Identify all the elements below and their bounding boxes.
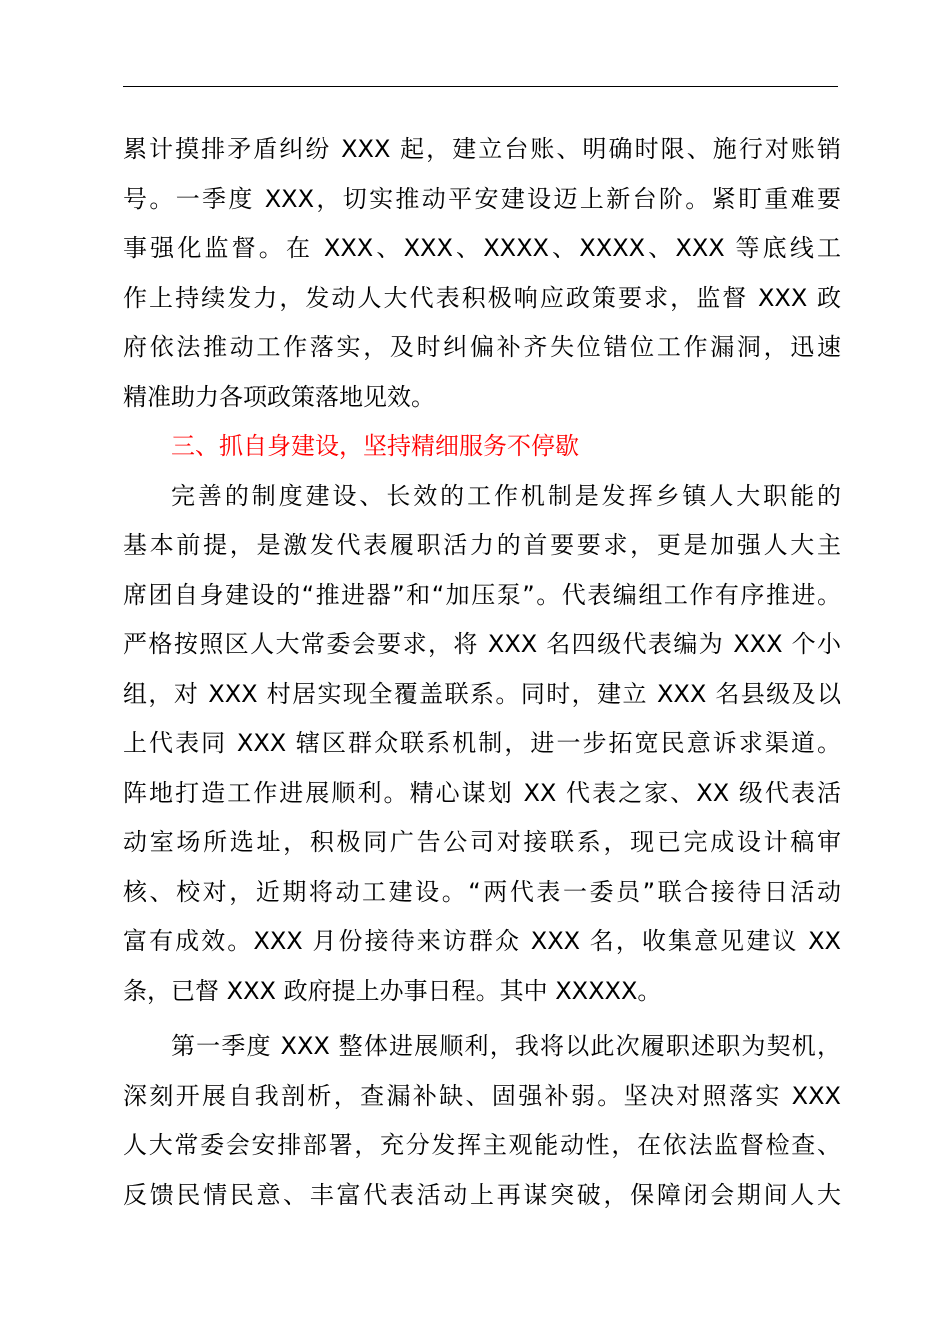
header-rule xyxy=(123,86,838,87)
text-line: 条，已督 XXX 政府提上办事日程。其中 XXXXX。 xyxy=(123,976,662,1005)
text-line: 席团自身建设的“推进器”和“加压泵”。代表编组工作有序推进。 xyxy=(123,580,841,609)
section-heading-3 xyxy=(123,422,841,472)
text-line: 组，对 XXX 村居实现全覆盖联系。同时，建立 XXX 名县级及以 xyxy=(123,679,841,708)
text-line: 精准助力各项政策落地见效。 xyxy=(123,382,435,411)
text-line: 累计摸排矛盾纠纷 XXX 起，建立台账、明确时限、施行对账销 xyxy=(123,135,841,163)
section-heading: 三、抓自身建设，坚持精细服务不停歇 xyxy=(171,432,579,460)
document-body xyxy=(123,125,841,1220)
text-line: 作上持续发力，发动人大代表积极响应政策要求，监督 XXX 政 xyxy=(123,283,841,312)
text-line: 府依法推动工作落实，及时纠偏补齐失位错位工作漏洞，迅速 xyxy=(123,333,841,361)
paragraph-1 xyxy=(123,125,841,422)
text-line: 第一季度 XXX 整体进展顺利，我将以此次履职述职为契机， xyxy=(171,1032,841,1060)
text-line: 核、校对，近期将动工建设。“两代表一委员”联合接待日活动 xyxy=(123,877,841,906)
paragraph-2 xyxy=(123,472,841,1017)
text-line: 富有成效。XXX 月份接待来访群众 XXX 名，收集意见建议 XX xyxy=(123,927,841,955)
text-line: 阵地打造工作进展顺利。精心谋划 XX 代表之家、XX 级代表活 xyxy=(123,778,841,807)
text-line: 深刻开展自我剖析，查漏补缺、固强补弱。坚决对照落实 XXX xyxy=(123,1081,841,1110)
paragraph-3 xyxy=(123,1022,841,1220)
text-line: 基本前提，是激发代表履职活力的首要要求，更是加强人大主 xyxy=(123,531,841,559)
text-line: 完善的制度建设、长效的工作机制是发挥乡镇人大职能的 xyxy=(171,481,841,510)
text-line: 严格按照区人大常委会要求，将 XXX 名四级代表编为 XXX 个小 xyxy=(123,630,841,658)
text-line: 反馈民情民意、丰富代表活动上再谋突破，保障闭会期间人大 xyxy=(123,1180,841,1209)
text-line: 上代表同 XXX 辖区群众联系机制，进一步拓宽民意诉求渠道。 xyxy=(123,729,841,757)
text-line: 动室场所选址，积极同广告公司对接联系，现已完成设计稿审 xyxy=(123,828,841,856)
text-line: 号。一季度 XXX，切实推动平安建设迈上新台阶。紧盯重难要 xyxy=(123,184,841,213)
text-line: 事强化监督。在 XXX、XXX、XXXX、XXXX、XXX 等底线工 xyxy=(123,234,841,262)
text-line: 人大常委会安排部署，充分发挥主观能动性，在依法监督检查、 xyxy=(123,1131,841,1159)
